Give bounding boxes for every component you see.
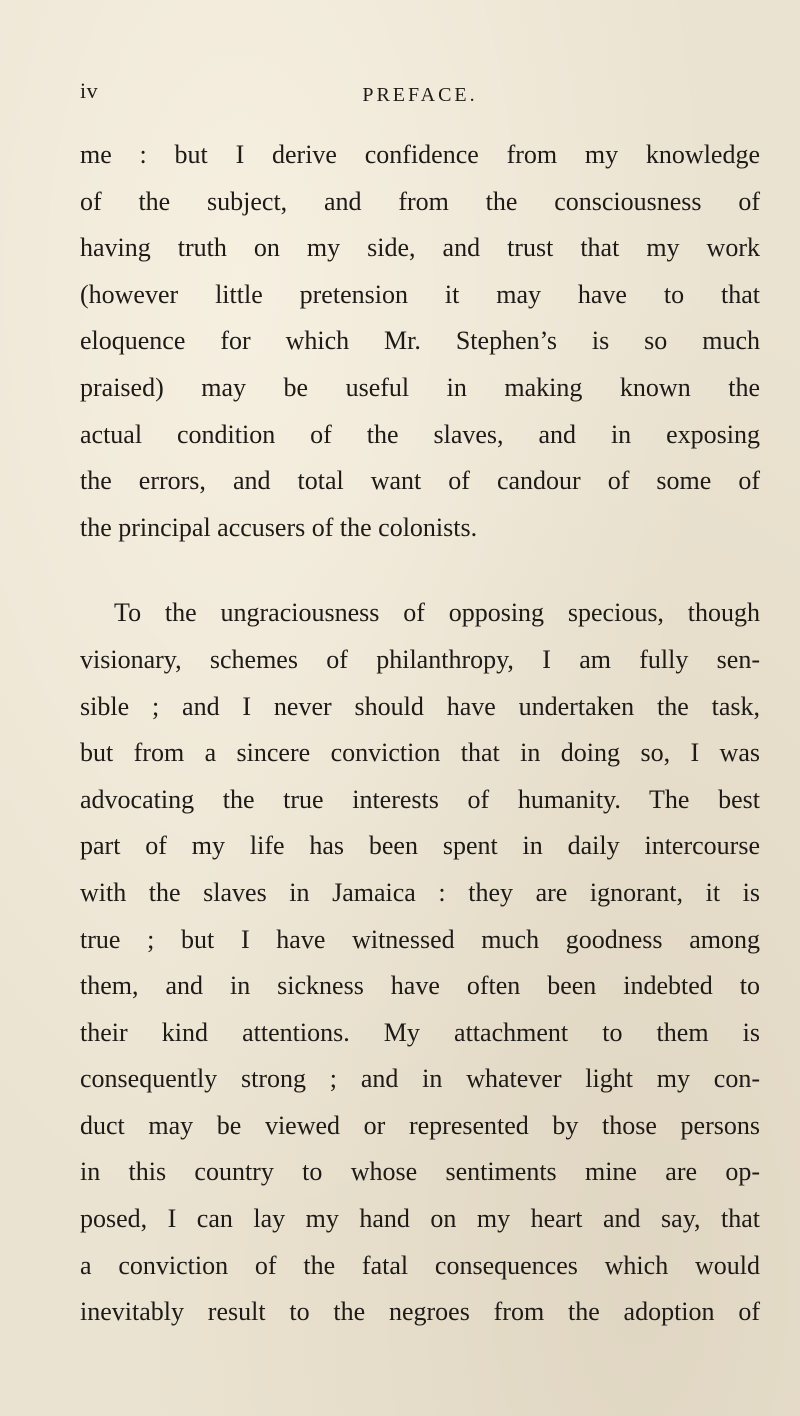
text-line: advocating the true interests of humanity. The best xyxy=(80,784,760,814)
text-line: in this country to whose sentiments mine are op- xyxy=(80,1157,760,1187)
body-text xyxy=(80,132,760,1336)
text-line: true ; but I have witnessed much goodness among xyxy=(80,924,760,954)
text-line: visionary, schemes of philanthropy, I am fully sen- xyxy=(80,644,760,674)
text-line: actual condition of the slaves, and in exposing xyxy=(80,419,760,449)
text-line: their kind attentions. My attachment to them is xyxy=(80,1017,760,1047)
text-line: part of my life has been spent in daily intercourse xyxy=(80,831,760,861)
text-line: sible ; and I never should have undertaken the task, xyxy=(80,691,760,721)
running-head: PREFACE. xyxy=(362,84,478,106)
text-line: posed, I can lay my hand on my heart and say, that xyxy=(80,1204,760,1234)
page-header xyxy=(80,78,760,108)
paragraph-2 xyxy=(80,590,760,1336)
text-line: having truth on my side, and trust that my work xyxy=(80,233,760,263)
text-line: of the subject, and from the consciousness of xyxy=(80,186,760,216)
text-line: consequently strong ; and in whatever light my con- xyxy=(80,1064,760,1094)
text-line: them, and in sickness have often been indebted to xyxy=(80,971,760,1001)
text-line: inevitably result to the negroes from the adoption of xyxy=(80,1297,760,1327)
text-line: a conviction of the fatal consequences which would xyxy=(80,1250,760,1280)
text-line: duct may be viewed or represented by those persons xyxy=(80,1110,760,1140)
paragraph-1 xyxy=(80,132,760,551)
text-line: the errors, and total want of candour of some of xyxy=(80,466,760,496)
text-line: the principal accusers of the colonists. xyxy=(80,512,478,542)
text-line: praised) may be useful in making known the xyxy=(80,372,760,402)
text-line: with the slaves in Jamaica : they are ignorant, it is xyxy=(80,877,760,907)
text-line: (however little pretension it may have to that xyxy=(80,279,760,309)
text-line: To the ungraciousness of opposing specious, though xyxy=(114,598,760,628)
page-number: iv xyxy=(80,78,99,103)
paragraph-gap xyxy=(80,551,760,590)
text-line: but from a sincere conviction that in doing so, I was xyxy=(80,738,760,768)
text-line: eloquence for which Mr. Stephen’s is so much xyxy=(80,326,760,356)
text-line: me : but I derive confidence from my knowledge xyxy=(80,140,760,169)
